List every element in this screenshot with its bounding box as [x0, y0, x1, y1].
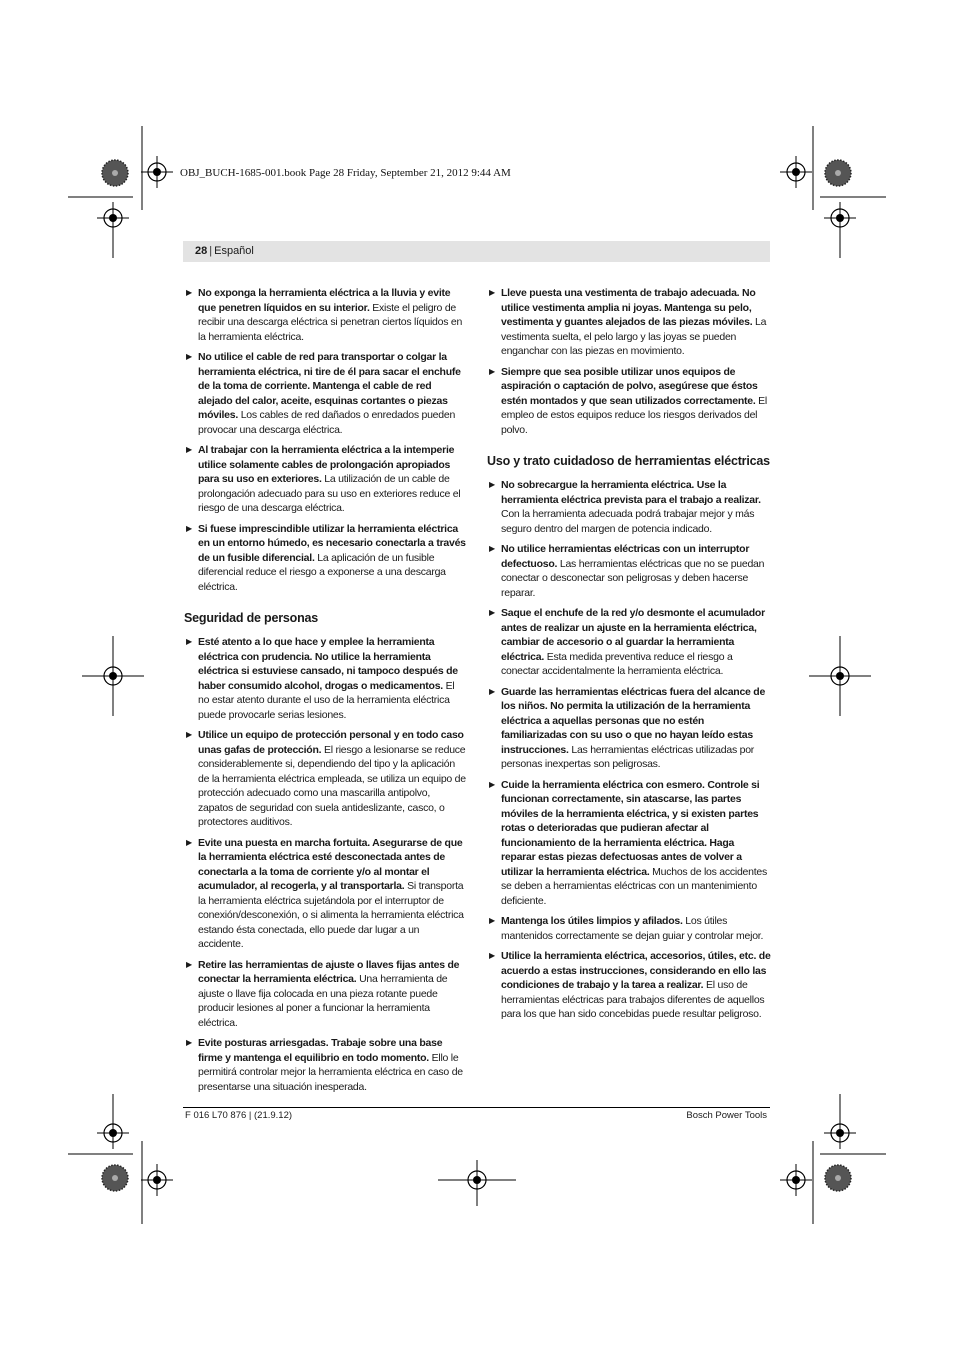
bullet-list — [184, 286, 467, 594]
item-explanation: La vestimenta suelta, el pelo largo y las joyas se pueden enganchar con las piezas en movimiento. — [501, 316, 767, 357]
item-explanation: El uso de herramientas eléctricas para trabajos diferentes de aquellos para los que han sido concebidas puede resultar peligroso. — [501, 979, 765, 1020]
item-bold-instruction: Mantenga los útiles limpios y afilados. — [501, 915, 683, 927]
item-bold-instruction: Utilice un equipo de protección personal y en todo caso unas gafas de protección. — [198, 729, 464, 756]
footer-rule — [183, 1107, 770, 1108]
item-bold-instruction: Al trabajar con la herramienta eléctrica a la intemperie utilice solamente cables de prolongación apropiados para su uso en exteriores. — [198, 444, 455, 485]
safety-list-item — [184, 1036, 467, 1094]
item-explanation: Muchos de los accidentes se deben a herramientas eléctricas con un mantenimiento deficiente. — [501, 865, 767, 907]
safety-list-item — [184, 443, 467, 516]
bullet-triangle-icon: ▶ — [186, 730, 192, 739]
bullet-triangle-icon: ▶ — [186, 837, 192, 847]
footer-document-code: F 016 L70 876 | (21.9.12) — [185, 1110, 293, 1121]
bullet-list — [487, 286, 771, 437]
item-explanation: El riesgo a lesionarse se reduce considerablemente si, dependiendo del tipo y la aplicación de la herramienta eléctrica empleada, se utiliza un equipo de protección adecuado como una mascarilla antipolvo, zapatos de seguridad con suela antideslizante, casco, o protectores auditivos. — [198, 743, 466, 828]
item-bold-instruction: Evite una puesta en marcha fortuita. Asegurarse de que la herramienta eléctrica esté desconectada antes de conectarla a la toma de corriente y/o al montar el acumulador, al recogerla, y al transportarla. — [198, 836, 463, 892]
item-explanation: Los útiles mantenidos correctamente se dejan guiar y controlar mejor. — [501, 915, 764, 942]
safety-list-item — [184, 836, 467, 952]
bullet-triangle-icon: ▶ — [489, 686, 495, 696]
safety-list-item — [184, 958, 467, 1031]
bullet-list — [487, 478, 771, 1022]
item-explanation: El no estar atento durante el uso de la herramienta eléctrica puede provocarle serias lesiones. — [198, 679, 455, 721]
bullet-triangle-icon: ▶ — [489, 951, 495, 960]
safety-list-item — [184, 635, 467, 722]
bullet-triangle-icon: ▶ — [489, 544, 495, 553]
safety-list-item — [487, 685, 771, 772]
item-bold-instruction: Cuide la herramienta eléctrica con esmero. Controle si funcionan correctamente, sin atascarse, las partes móviles de la herramienta eléctrica, y si existen partes rotas o deterioradas que pudieran afectar al funcionamiento de la herramienta eléctrica. Haga reparar estas piezas defectuosas antes de volver a utilizar la herramienta eléctrica. — [501, 778, 760, 878]
safety-list-item — [487, 949, 771, 1022]
print-info-line: OBJ_BUCH-1685-001.book Page 28 Friday, September 21, 2012 9:44 AM — [180, 167, 511, 179]
item-explanation: Ello le permitirá controlar mejor la herramienta eléctrica en caso de presentarse una situación inesperada. — [198, 1051, 463, 1093]
bullet-triangle-icon: ▶ — [489, 288, 495, 297]
left-column — [184, 286, 467, 1100]
bullet-triangle-icon: ▶ — [186, 637, 192, 646]
right-column — [487, 286, 771, 1028]
item-explanation: Con la herramienta adecuada podrá trabajar mejor y más seguro dentro del margen de potencia indicado. — [501, 508, 755, 535]
bullet-list — [184, 635, 467, 1094]
section-title-personal-safety: Seguridad de personas — [184, 611, 319, 625]
bullet-triangle-icon: ▶ — [489, 916, 495, 925]
item-bold-instruction: Lleve puesta una vestimenta de trabajo adecuada. No utilice vestimenta amplia ni joyas. Mantenga su pelo, vestimenta y guantes alejados de las piezas móviles. — [501, 287, 756, 328]
item-explanation: Las herramientas eléctricas que no se puedan conectar o desconectar son peligrosas y deben hacerse reparar. — [501, 557, 765, 599]
safety-list-item — [487, 365, 771, 438]
item-explanation: Las herramientas eléctricas utilizadas por personas inexpertas son peligrosas. — [501, 743, 755, 770]
item-bold-instruction: Saque el enchufe de la red y/o desmonte el acumulador antes de realizar un ajuste en la herramienta eléctrica, cambiar de accesorio o al guardar la herramienta eléctrica. — [501, 607, 765, 663]
bullet-triangle-icon: ▶ — [489, 608, 495, 617]
item-bold-instruction: Esté atento a lo que hace y emplee la herramienta eléctrica con prudencia. No utilice la herramienta eléctrica si estuviese cansado, ni tampoco después de haber consumido alcohol, drogas o medicamentos. — [198, 636, 458, 692]
item-explanation: La aplicación de un fusible diferencial reduce el riesgo a exponerse a una descarga eléctrica. — [198, 551, 446, 593]
item-bold-instruction: No exponga la herramienta eléctrica a la lluvia y evite que penetren líquidos en su interior. — [198, 287, 451, 314]
safety-list-item — [487, 286, 771, 359]
bullet-triangle-icon: ▶ — [186, 445, 192, 454]
item-bold-instruction: Guarde las herramientas eléctricas fuera del alcance de los niños. No permita la utilización de la herramienta eléctrica a aquellas personas que no estén familiarizadas con su uso o que no hayan leído estas instrucciones. — [501, 685, 766, 756]
item-explanation: Existe el peligro de recibir una descarga eléctrica si penetran ciertos líquidos en la herramienta eléctrica. — [198, 301, 463, 343]
page-header — [183, 241, 770, 262]
page-number: 28 — [195, 245, 208, 257]
safety-list-item — [487, 778, 771, 909]
safety-list-item — [487, 914, 771, 943]
safety-list-item — [487, 478, 771, 536]
item-explanation: Si transporta la herramienta eléctrica sujetándola por el interruptor de conexión/desconexión, o si alimenta la herramienta eléctrica estando ésta conectada, ello puede dar lugar a un accidente. — [198, 880, 464, 950]
item-bold-instruction: No sobrecargue la herramienta eléctrica. Use la herramienta eléctrica prevista para el trabajo a realizar. — [501, 479, 761, 506]
footer-brand: Bosch Power Tools — [686, 1110, 767, 1121]
header-separator: | — [209, 245, 213, 257]
safety-list-item — [184, 350, 467, 437]
bullet-triangle-icon: ▶ — [489, 480, 495, 489]
item-bold-instruction: Evite posturas arriesgadas. Trabaje sobre una base firme y mantenga el equilibrio en todo momento. — [198, 1037, 443, 1064]
item-bold-instruction: No utilice herramientas eléctricas con un interruptor defectuoso. — [501, 543, 750, 570]
safety-list-item — [184, 286, 467, 344]
bullet-triangle-icon: ▶ — [186, 288, 192, 297]
bullet-triangle-icon: ▶ — [186, 1038, 192, 1047]
item-bold-instruction: Siempre que sea posible utilizar unos equipos de aspiración o captación de polvo, asegúrese que éstos estén montados y que sean utilizados correctamente. — [501, 365, 758, 407]
item-bold-instruction: Retire las herramientas de ajuste o llaves fijas antes de conectar la herramienta eléctrica. — [198, 958, 460, 985]
item-explanation: Los cables de red dañados o enredados pueden provocar una descarga eléctrica. — [198, 409, 456, 436]
item-bold-instruction: No utilice el cable de red para transportar o colgar la herramienta eléctrica, ni tire de él para sacar el enchufe de la toma de corriente. Mantenga el cable de red alejado del calor, aceite, esquinas cortantes o piezas móviles. — [198, 351, 461, 421]
item-explanation: Una herramienta de ajuste o llave fija colocada en una pieza rotante puede producir lesiones al poner a funcionar la herramienta eléctrica. — [198, 973, 448, 1029]
item-bold-instruction: Utilice la herramienta eléctrica, accesorios, útiles, etc. de acuerdo a estas instrucciones, considerando en ello las condiciones de trabajo y la tarea a realizar. — [501, 950, 771, 991]
bullet-triangle-icon: ▶ — [186, 352, 192, 361]
item-explanation: La utilización de un cable de prolongación adecuado para su uso en exteriores reduce el riesgo de una descarga eléctrica. — [198, 473, 461, 514]
item-explanation: Esta medida preventiva reduce el riesgo a conectar accidentalmente la herramienta eléctrica. — [501, 650, 733, 677]
bullet-triangle-icon: ▶ — [186, 959, 192, 969]
section-title-tool-care: Uso y trato cuidadoso de herramientas eléctricas — [487, 454, 770, 468]
item-explanation: El empleo de estos equipos reduce los riesgos derivados del polvo. — [501, 394, 768, 436]
safety-list-item — [487, 606, 771, 679]
bullet-triangle-icon: ▶ — [489, 366, 495, 376]
safety-list-item — [184, 728, 467, 830]
header-language: Español — [214, 245, 254, 257]
safety-list-item — [487, 542, 771, 600]
item-bold-instruction: Si fuese imprescindible utilizar la herramienta eléctrica en un entorno húmedo, es necesario conectarla a través de un fusible diferencial. — [198, 522, 466, 564]
bullet-triangle-icon: ▶ — [186, 523, 192, 533]
bullet-triangle-icon: ▶ — [489, 779, 495, 789]
safety-list-item — [184, 522, 467, 595]
